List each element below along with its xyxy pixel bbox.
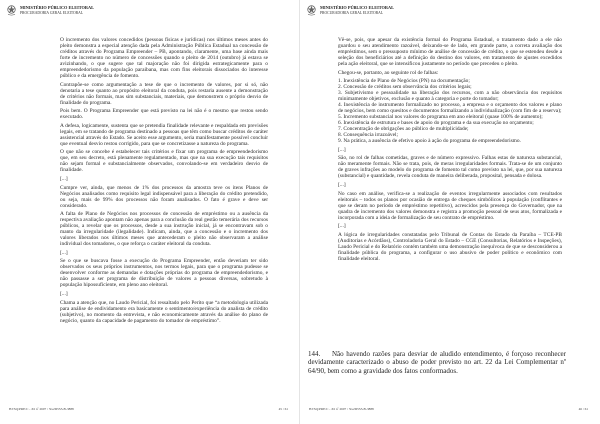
ellipsis-marker: [...] xyxy=(60,290,68,297)
list-item: 7. Concentração de obrigações ao público de multiplicidade; xyxy=(338,126,469,133)
quote-paragraph: O incremento dos valores concedidos (pessoas físicas e jurídicas) nos últimos meses antes do pleito demonstra a especial atenção dada pela Administração Pública Estadual na concessão de créditos através do Programa Empreender – PB, apontando, claramente, uma base ainda mais forte de incremento no número de concessões quando o pleito de 2014 (outubro) já estava se avizinhando, o que sugere que tal majoração não foi dirigida estrategicamente para o empreendedorismo da população paraibana, mas com fins eleitorais dissociados do interesse público e da emergência de fomento. xyxy=(60,37,268,79)
quote-paragraph: A defesa, logicamente, sustenta que se pretendia finalidade relevante e respaldada em previsões legais, em se tratando de programa destinado a pessoas que têm como buscar créditos de caráter assistencial através do Estado. Se aceito esse argumento, seria manifestamente possível concluir que eventual desvio restou corrigido, para que se concretizasse a natureza do programa. xyxy=(60,122,268,147)
quote-paragraph: Vê-se, pois, que apesar da existência formal do Programa Estadual, o tratamento dado a ele não guardou o seu atendimento razoável, deixando-se de lado, em grande parte, a correta avaliação dos empréstimos, sem o pressuposto mínimo de análise de concessão de crédito, o que se estendeu desde a seleção dos beneficiários até a definição do destino dos valores, em tratamento de ajustes excedidos pela ação eleitoral, que se intensificou justamente no período que precedeu o pleito. xyxy=(338,37,562,67)
conclusion-text: Não havendo razões para desviar de aludido entendimento, é forçoso reconhecer devidamente caracterizado o abuso de poder previsto no art. 22 da Lei Complementar nº 64/90, bem como a gravidade dos fatos conformados. xyxy=(308,350,566,375)
quote-paragraph: Chegou-se, portanto, ao seguinte rol de falhas: xyxy=(338,69,439,76)
footer-document-code: HJ/SQ/PRE/C - JO nº 2607 / 5G2D5S5-B-3888 xyxy=(9,407,74,411)
list-item: 3. Subjetivismo e pessoalidade na liberação dos recursos, com a não observância dos requisitos minimamente objetivos, exclusão e quanto à categoria e porte do tomador; xyxy=(338,90,562,103)
quote-paragraph: Pois bem. O Programa Empreender que está previsto na lei não é o mesmo que restou sendo executado. xyxy=(60,108,268,121)
institution-title: MINISTÉRIO PÚBLICO ELEITORAL xyxy=(320,5,394,10)
list-item: 4. Inexistência de instrumento formalizado no processo, a empresa e o orçamento dos valores e plano de negócios, bem como quesitos e documentos formalizando a individualização (com fim de a reserva); xyxy=(338,102,562,115)
list-item: 1. Inexistência de Plano de Negócios (PN) na documentação; xyxy=(338,78,470,85)
list-item: 8. Consequência irrazoável; xyxy=(338,132,399,139)
paragraph-number: 144. xyxy=(308,350,321,358)
document-page-right xyxy=(300,0,600,424)
ellipsis-marker: [...] xyxy=(338,146,346,153)
list-item: 2. Concessão de créditos sem observância dos critérios legais; xyxy=(338,84,472,91)
ellipsis-marker: [...] xyxy=(338,181,346,188)
ellipsis-marker: [...] xyxy=(60,249,68,256)
quote-paragraph: Se o que se buscava fosse a execução do Programa Empreender, então deveriam ter sido observados os seus próprios instrumentos, nos termos legais, para que o programa pudesse se desenvolver conforme as demandas e dotações próprias do programa de empreendedorismo, e não passasse a ser programa de distribuição de valores a pessoas diversas, sobretudo à população hipossuficiente, em pleno ano eleitoral. xyxy=(60,258,268,289)
quote-paragraph: No caso em análise, verifica-se a realização de eventos irregularmente associados com resultados eleitorais – todos os planos por ocasião de entrega de cheques simbólicos à população (conflitantes e que se deram no período de empréstimo repetitivo), acrescidos pela presença do Governador, que na quadra de incremento dos valores demonstra e registra a promoção pessoal de seus atos, formalizada e incorporada com a ideia de formalização de seu contrato de empréstimo. xyxy=(338,190,562,221)
quote-paragraph: São, no rol de falhas cometidas, graves e de número expressivo. Falhas estas de natureza substancial, não meramente formais. Não se trata, pois, de meras irregularidades formais. Trata-se de um conjunto de graves infrações ao modelo do programa de fomento tal como previsto na lei, que, por sua natureza (substancial) e quantidade, revela conduta de maneira deliberada, proposital, pensada e dolosa. xyxy=(338,155,562,180)
ellipsis-marker: [...] xyxy=(60,175,68,182)
department-subtitle: PROCURADORIA GERAL ELEITORAL xyxy=(320,10,384,15)
quote-paragraph: A falta de Plano de Negócios nos processos de concessão de empréstimo ou a ausência da respectiva avaliação apontam não apenas para a conclusão da real gestão temerária dos recursos públicos, a revelar que os processos, desde a sua instrução inicial, já se encontravam sob o manto da irregularidade (ilegalidade). Indicam, ainda, que a concessão e o incremento dos valores liberados nos últimos meses que antecederam o pleito não observaram a análise individual dos tomadores, o que reforça o caráter eleitoral da conduta. xyxy=(60,211,268,248)
quote-paragraph: Chama a atenção que, no Laudo Pericial, foi ressaltado pelo Perito que “a metodologia utilizada para análise de endividamento era basicamente o sentimento/experiência do analista de crédito (subjetivo), no momento da entrevista, e não economicamente através da análise do plano de negócio, quanto da capacidade de pagamento do tomador de empréstimo”. xyxy=(60,299,268,324)
quote-paragraph: O que não se concebe é estabelecer tais critérios e fixar um programa de empreendedorismo que, em seu decreto, está plenamente regulamentado, mas que na sua execução tais requisitos não sejam formal e substancialmente observados, convolando-se em verdadeiro desvio de finalidade. xyxy=(60,149,268,174)
department-subtitle: PROCURADORIA GERAL ELEITORAL xyxy=(20,10,84,15)
conclusion-paragraph xyxy=(308,350,566,375)
coat-of-arms-icon xyxy=(306,4,317,16)
list-item: 9. Na prática, a ausência de efetivo apoio à ação do programa de empreendedorismo. xyxy=(338,138,521,145)
footer-page-number: 46 / 61 xyxy=(578,407,588,411)
quote-paragraph: Contrapõe-se como argumentação a tese de que o incremento de valores, por si só, não denotaria a tese quanto ao propósito eleitoral da conduta, pois restaria ausente a demonstração de critérios não formais, mas sim substanciais, materiais, que demonstrem o próprio desvio de finalidade do programa. xyxy=(60,81,268,106)
list-item: 6. Inexistência de estrutura e bases de apoio do programa e da sua execução no orçamento; xyxy=(338,120,534,127)
quoted-text-block xyxy=(60,37,268,326)
page-content xyxy=(308,37,566,375)
quote-paragraph: Cumpre ver, ainda, que menos de 1% dos processos da amostra teve os itens Planos de Negócios analisados como requisito legal indispensável para a liberação do crédito pretendido, ou seja, mais de 99% dos processos não foram analisados. O fato é grave e deve ser considerado. xyxy=(60,184,268,209)
coat-of-arms-icon xyxy=(6,4,17,16)
footer-document-code: HJ/SQ/PRE/C - JO nº 2607 / 5G2D5S5-B-3888 xyxy=(309,407,374,411)
list-item: 5. Incremento substancial nos valores do programa em ano eleitoral (quase 100% de aumento); xyxy=(338,114,543,121)
institution-title: MINISTÉRIO PÚBLICO ELEITORAL xyxy=(20,5,94,10)
footer-page-number: 45 / 61 xyxy=(278,407,288,411)
ellipsis-marker: [...] xyxy=(338,223,346,230)
quoted-text-block xyxy=(338,37,562,350)
quote-paragraph: A lógica de irregularidades constatadas pelo Tribunal de Contas do Estado da Paraíba – TCE-PB (Auditorias e Acórdãos), Controladoria Geral do Estado – CGE (Consultorias, Relatórios e Inspeções), Laudo Pericial e do Relatório contém também uma demonstração inequívoca de que se desconsiderou a finalidade pública do programa, a configurar o uso abusivo de poder político e econômico com finalidade eleitoral. xyxy=(338,231,562,262)
